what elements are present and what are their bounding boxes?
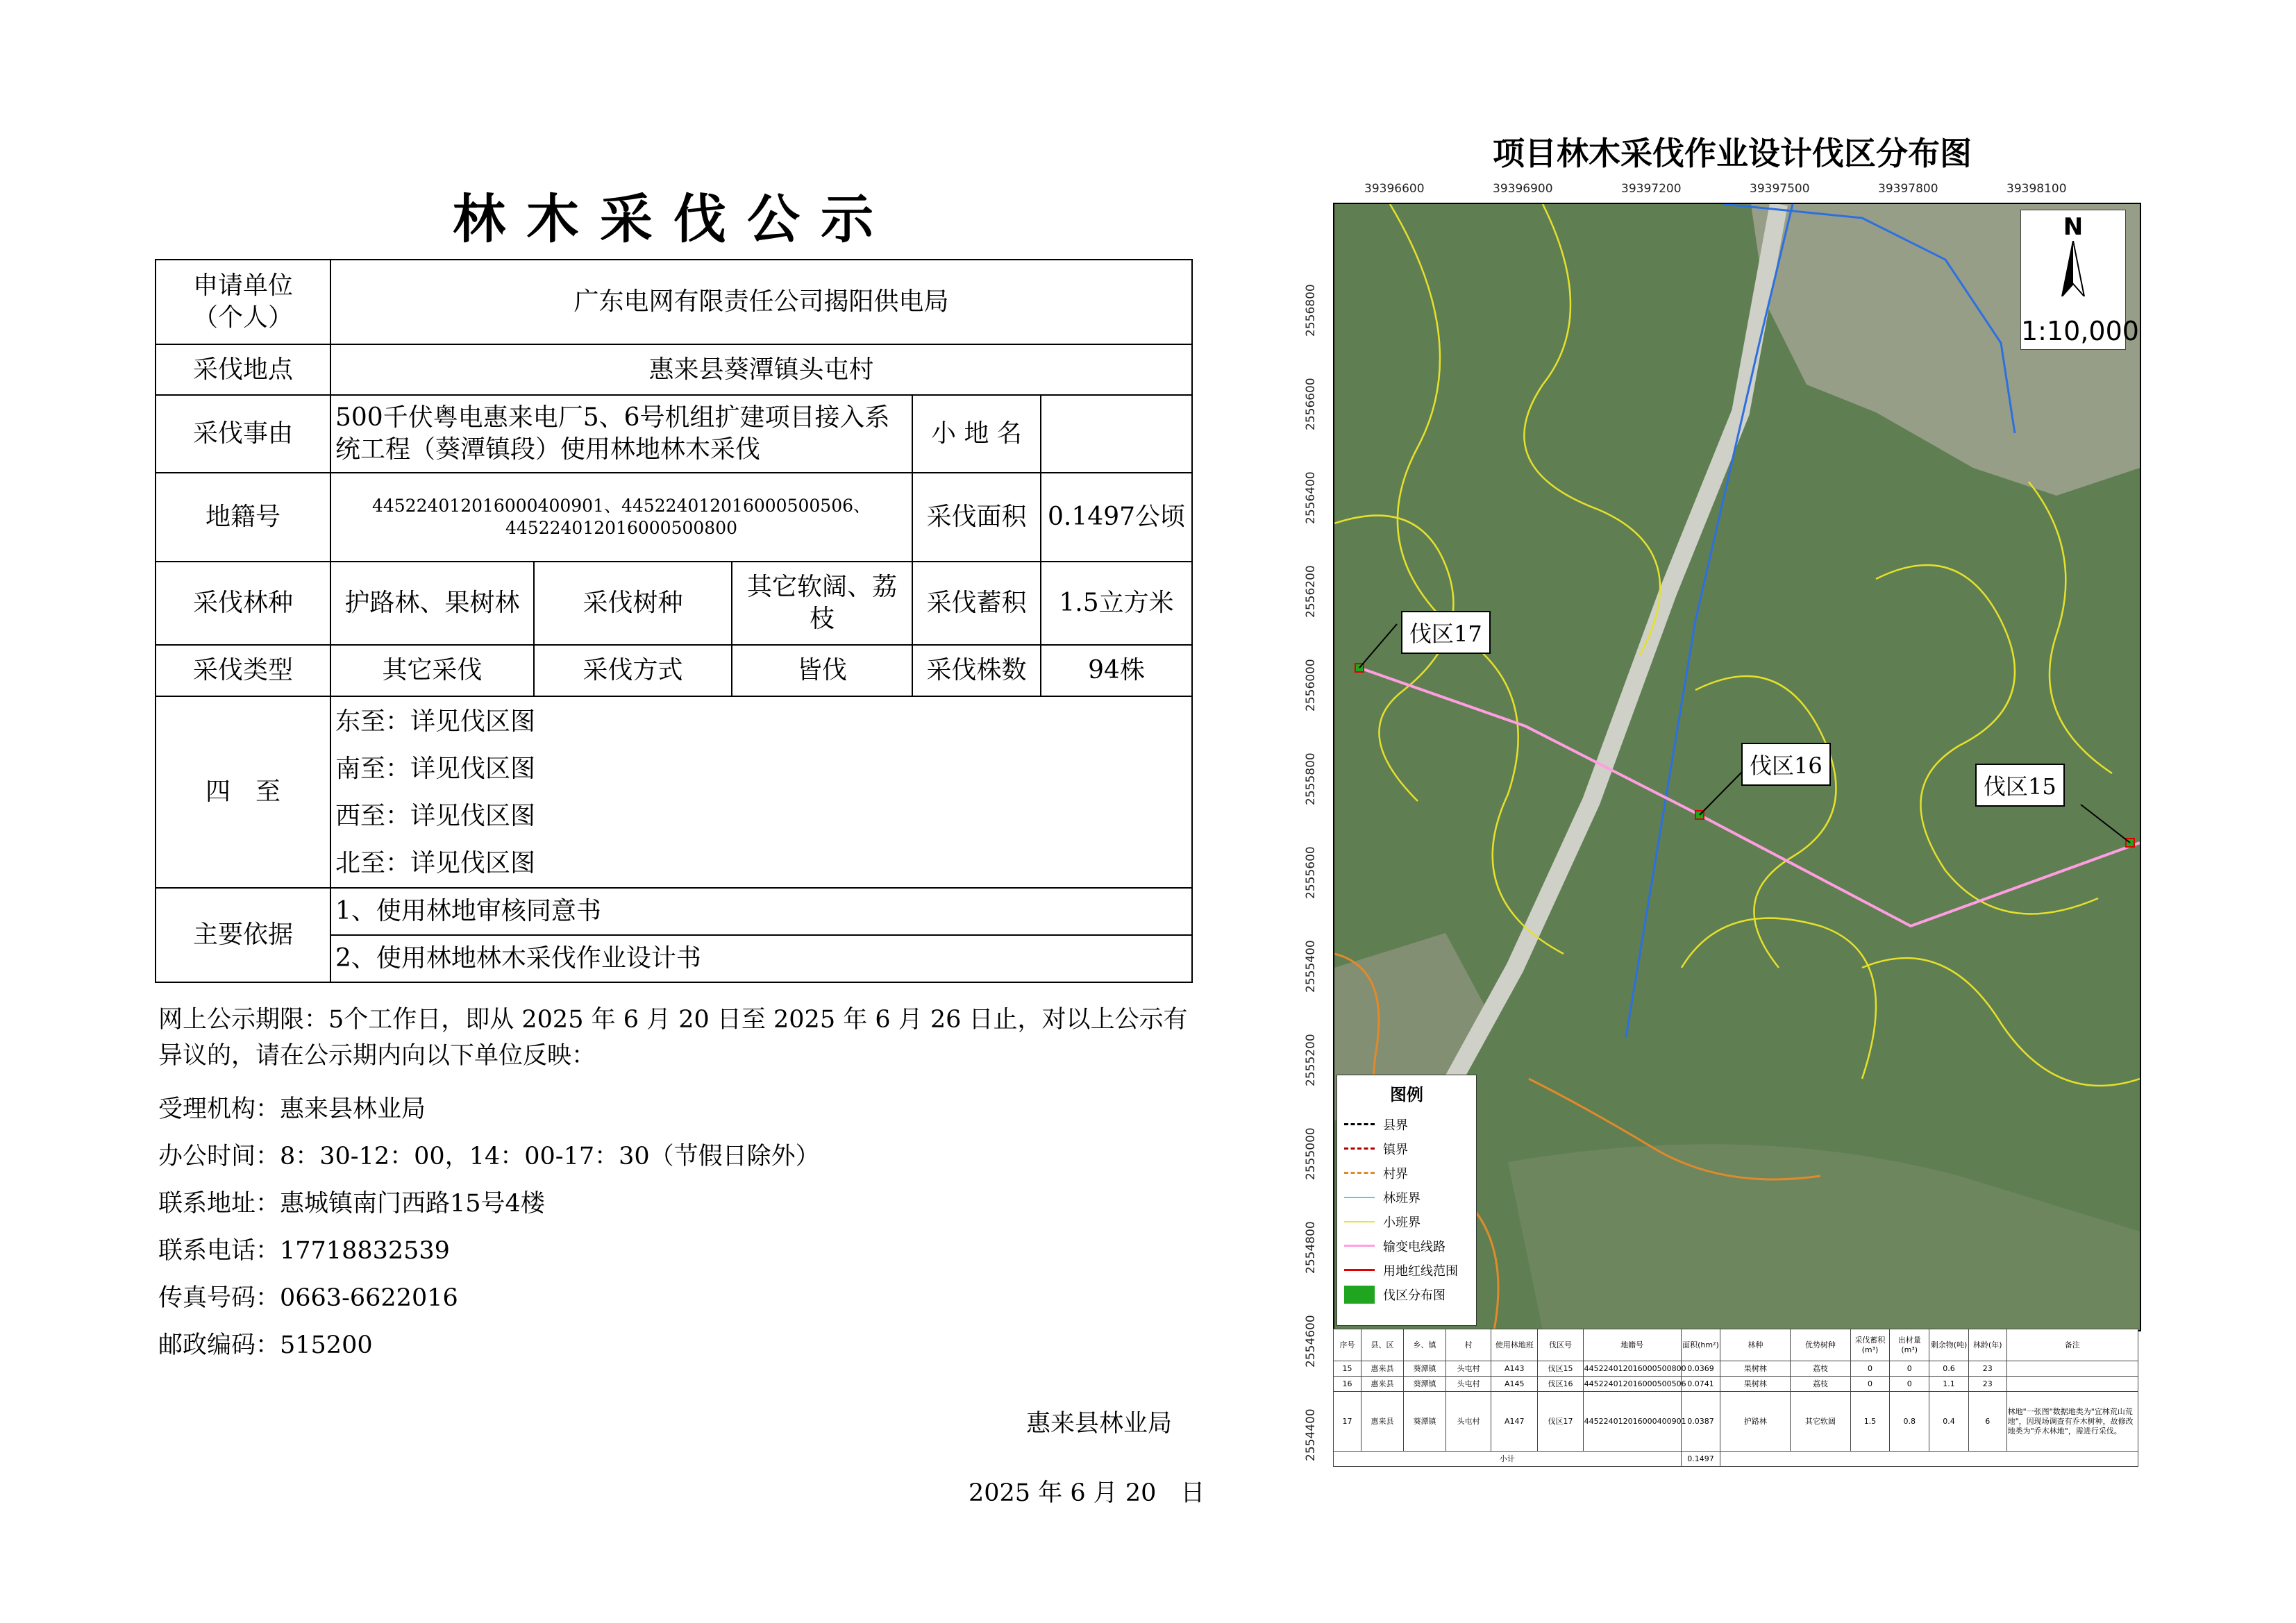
- basis-item-2: 2、使用林地林木采伐作业设计书: [330, 935, 1192, 982]
- applicant-label: 申请单位 （个人）: [156, 260, 330, 344]
- callout-zone-17: 伐区17: [1401, 611, 1491, 654]
- basis-label: 主要依据: [156, 888, 330, 982]
- felling-zone-swatch: [1344, 1286, 1375, 1304]
- notice-phone: 联系电话：17718832539: [158, 1237, 450, 1265]
- y-tick: 2555200: [1304, 1034, 1318, 1086]
- table-row: 16 惠来县 葵潭镇 头屯村 A145 伐区16 445224012016000500506 0.0741 果树林 荔枝 0 0 1.1 23: [1334, 1377, 2138, 1392]
- legend-item: 县界: [1337, 1112, 1476, 1136]
- place-name-value: [1041, 395, 1192, 473]
- x-tick: 39397200: [1621, 182, 1682, 196]
- legend-item: 输变电线路: [1337, 1234, 1476, 1258]
- boundary-list: [330, 696, 1192, 888]
- notice-period: 网上公示期限：5个工作日，即从 2025 年 6 月 20 日至 2025 年 6 月 26 日止，对以上公示有异议的，请在公示期内向以下单位反映：: [158, 1006, 1188, 1070]
- boundary-west: 西至：详见伐区图: [335, 802, 536, 830]
- cadastral-value: 445224012016000400901、445224012016000500506、445224012016000500800: [330, 473, 912, 562]
- boundary-south: 南至：详见伐区图: [335, 755, 536, 783]
- notice-address: 联系地址：惠城镇南门西路15号4楼: [158, 1190, 545, 1218]
- boundary-label: 四 至: [156, 696, 330, 888]
- subtotal-row: 小计 0.1497: [1334, 1452, 2138, 1467]
- y-tick: 2555400: [1304, 940, 1318, 993]
- method-label: 采伐方式: [534, 645, 732, 696]
- x-tick: 39397800: [1878, 182, 1938, 196]
- area-value: 0.1497公顷: [1041, 473, 1192, 562]
- map-legend: [1336, 1075, 1477, 1326]
- x-tick: 39396600: [1364, 182, 1425, 196]
- y-tick: 2555800: [1304, 752, 1318, 805]
- x-tick: 39396900: [1493, 182, 1553, 196]
- volume-label: 采伐蓄积: [912, 562, 1041, 645]
- forest-type-value: 护路林、果树林: [330, 562, 534, 645]
- callout-zone-15: 伐区15: [1975, 764, 2065, 807]
- county-boundary-swatch: [1344, 1123, 1375, 1125]
- y-tick: 2555000: [1304, 1127, 1318, 1180]
- boundary-east: 东至：详见伐区图: [335, 707, 536, 736]
- applicant-value: 广东电网有限责任公司揭阳供电局: [330, 260, 1192, 344]
- location-value: 惠来县葵潭镇头屯村: [330, 344, 1192, 395]
- y-tick: 2554400: [1304, 1408, 1318, 1461]
- north-arrow-box: [2020, 210, 2139, 350]
- y-tick: 2555600: [1304, 846, 1318, 899]
- count-label: 采伐株数: [912, 645, 1041, 696]
- notice-date: 2025 年 6 月 20 日: [969, 1479, 1205, 1507]
- callout-zone-16: 伐区16: [1741, 743, 1831, 786]
- village-boundary-swatch: [1344, 1172, 1375, 1174]
- x-tick: 39397500: [1750, 182, 1810, 196]
- method-value: 皆伐: [732, 645, 912, 696]
- north-label: N: [2063, 213, 2084, 241]
- table-row: 15 惠来县 葵潭镇 头屯村 A143 伐区15 445224012016000500800 0.0369 果树林 荔枝 0 0 0.6 23: [1334, 1361, 2138, 1377]
- legend-item: 镇界: [1337, 1136, 1476, 1161]
- legend-title: 图例: [1390, 1085, 1423, 1104]
- y-tick: 2556200: [1304, 565, 1318, 618]
- attribute-header-row: 序号 县、区 乡、镇 村 使用林地班 伐区号 地籍号 面积(hm²) 林种 优势树种 采伐蓄积(m³) 出材量(m³) 剩余物(吨) 林龄(年) 备注: [1334, 1329, 2138, 1361]
- x-tick: 39398100: [2006, 182, 2067, 196]
- table-row: 17 惠来县 葵潭镇 头屯村 A147 伐区17 445224012016000400901 0.0387 护路林 其它软阔 1.5 0.8 0.4 6 林地"一张图"数据地类为"宜林荒山荒地"，因现场调查有乔木树种，故修改地类为"乔木林地"，需进行采伐。: [1334, 1392, 2138, 1452]
- y-tick: 2556600: [1304, 378, 1318, 430]
- location-label: 采伐地点: [156, 344, 330, 395]
- reason-label: 采伐事由: [156, 395, 330, 473]
- legend-item: 林班界: [1337, 1185, 1476, 1209]
- notice-postcode: 邮政编码：515200: [158, 1331, 373, 1359]
- count-value: 94株: [1041, 645, 1192, 696]
- legend-item: 伐区分布图: [1337, 1282, 1476, 1306]
- notice-org: 受理机构：惠来县林业局: [158, 1095, 426, 1123]
- notice-table: [155, 259, 1193, 983]
- attribute-table: [1333, 1329, 2138, 1467]
- basis-item-1: 1、使用林地审核同意书: [330, 888, 1192, 935]
- notice-fax: 传真号码：0663-6622016: [158, 1284, 458, 1312]
- y-tick: 2556000: [1304, 659, 1318, 712]
- cut-type-value: 其它采伐: [330, 645, 534, 696]
- notice-hours: 办公时间：8：30-12：00，14：00-17：30（节假日除外）: [158, 1143, 820, 1170]
- y-tick: 2554600: [1304, 1315, 1318, 1368]
- forest-type-label: 采伐林种: [156, 562, 330, 645]
- cadastral-label: 地籍号: [156, 473, 330, 562]
- cut-type-label: 采伐类型: [156, 645, 330, 696]
- transmission-line-swatch: [1344, 1245, 1375, 1247]
- map-title: 项目林木采伐作业设计伐区分布图: [1493, 135, 1972, 172]
- boundary-north: 北至：详见伐区图: [335, 849, 536, 877]
- red-line-swatch: [1344, 1269, 1375, 1271]
- legend-item: 村界: [1337, 1161, 1476, 1185]
- y-tick: 2554800: [1304, 1221, 1318, 1274]
- species-label: 采伐树种: [534, 562, 732, 645]
- map-scale: 1:10,000: [2021, 316, 2139, 346]
- notice-title: 林木采伐公示: [453, 188, 894, 250]
- place-name-label: 小 地 名: [912, 395, 1041, 473]
- y-tick: 2556800: [1304, 284, 1318, 337]
- subcompartment-boundary-swatch: [1344, 1221, 1375, 1222]
- compartment-boundary-swatch: [1344, 1197, 1375, 1198]
- species-value: 其它软阔、荔枝: [732, 562, 912, 645]
- town-boundary-swatch: [1344, 1147, 1375, 1150]
- y-tick: 2556400: [1304, 471, 1318, 524]
- legend-item: 用地红线范围: [1337, 1258, 1476, 1282]
- reason-value: 500千伏粤电惠来电厂5、6号机组扩建项目接入系统工程（葵潭镇段）使用林地林木采伐: [330, 395, 912, 473]
- legend-item: 小班界: [1337, 1209, 1476, 1234]
- area-label: 采伐面积: [912, 473, 1041, 562]
- notice-signer: 惠来县林业局: [1026, 1410, 1173, 1438]
- north-arrow-icon: [2059, 241, 2087, 296]
- volume-value: 1.5立方米: [1041, 562, 1192, 645]
